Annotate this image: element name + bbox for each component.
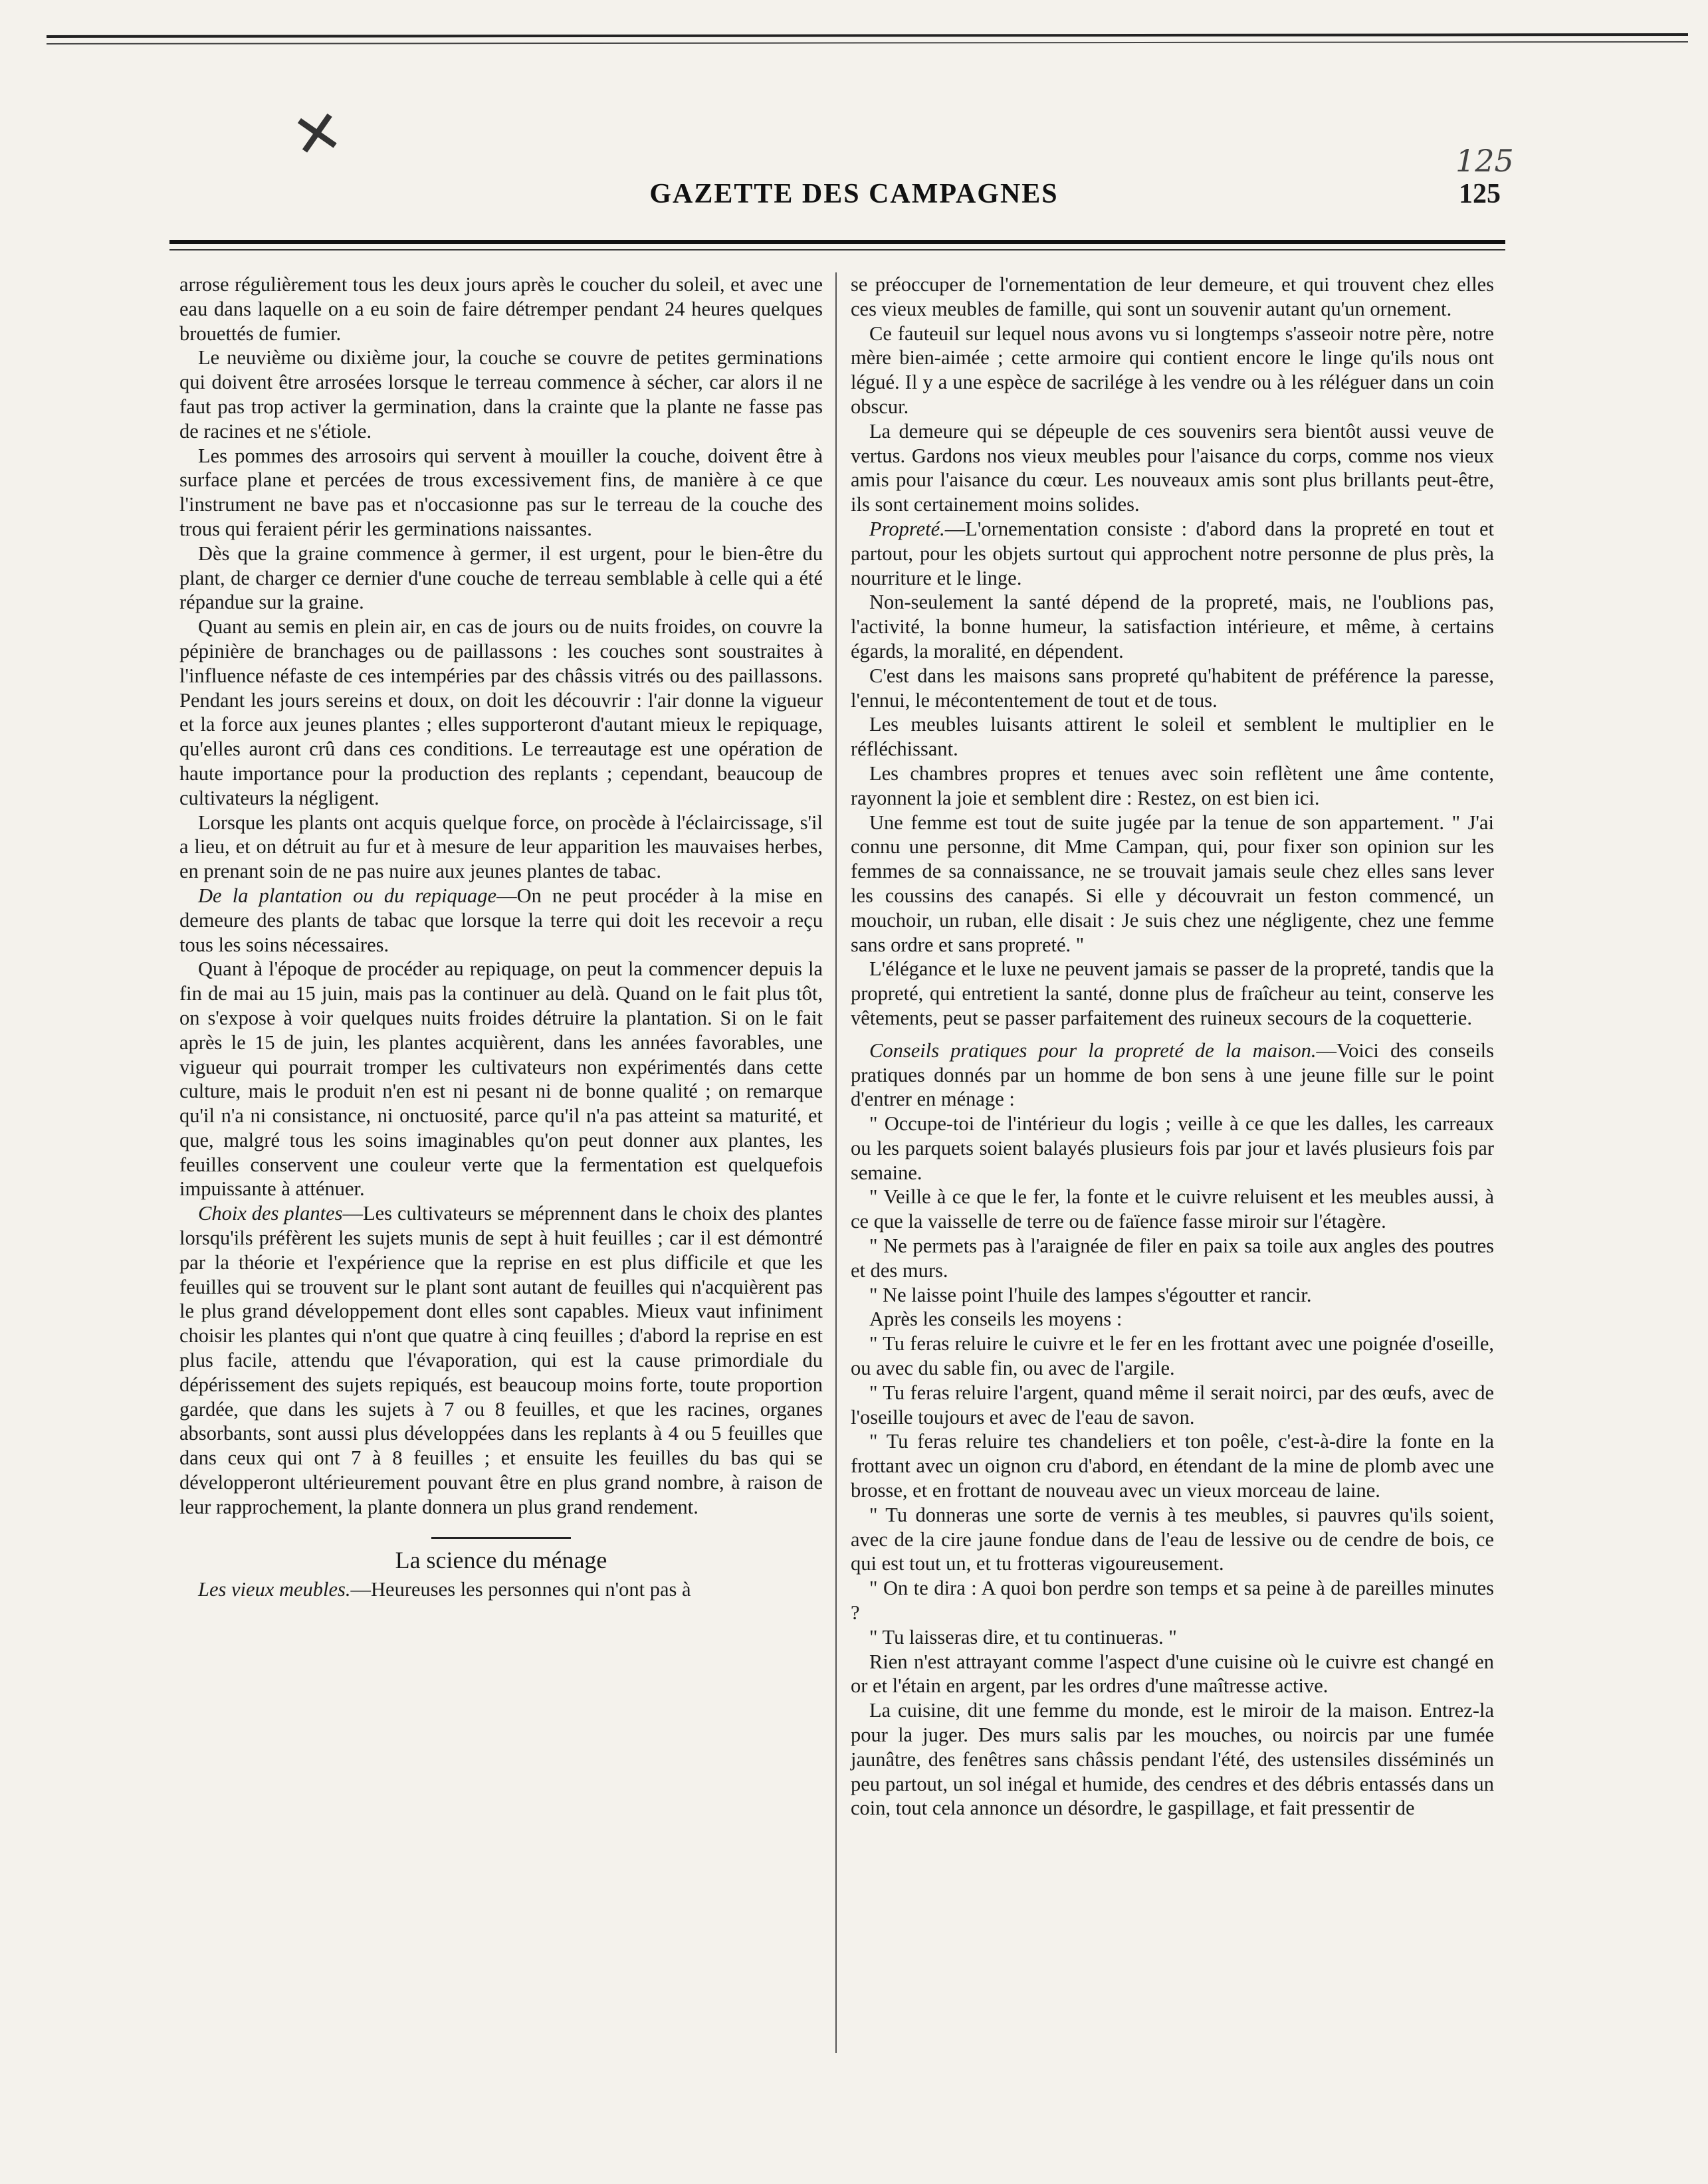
paragraph: se préoccuper de l'ornementation de leur demeure, et qui trouvent chez elles ces vieux meubles de famille, qui sont un souvenir autant qu'un ornement. xyxy=(851,273,1494,320)
run-in-heading: Propreté. xyxy=(869,517,945,540)
paragraph: Quant au semis en plein air, en cas de jours ou de nuits froides, on couvre la pépinière de branchages ou de paillassons : les couches sont soustraites à l'influence néfaste de ces intempéries par des châssis vitrés ou des paillassons. Pendant les jours sereins et doux, on doit les découvrir : l'air donne la vigueur et la force aux jeunes plantes ; elles supporteront d'autant mieux le repiquage, qu'elles auront crû dans ces conditions. Le terreautage est une opération de haute importance pour la production des replants ; cependant, beaucoup de cultivateurs la négligent. xyxy=(179,615,823,809)
paragraph: " Occupe-toi de l'intérieur du logis ; veille à ce que les dalles, les carreaux ou les parquets soient balayés plusieurs fois par jour et lavés plusieurs fois par semaine. xyxy=(851,1112,1494,1184)
running-title: GAZETTE DES CAMPAGNES xyxy=(649,179,1059,209)
paragraph: La demeure qui se dépeuple de ces souvenirs sera bientôt aussi veuve de vertus. Gardons nos vieux meubles pour l'aisance du corps, comme nos vieux amis pour l'aisance du cœur. Les nouveaux amis sont plus brillants peut-être, ils sont certainement moins solides. xyxy=(851,419,1494,516)
paragraph-choix xyxy=(179,1201,823,1519)
paragraph: " Tu donneras une sorte de vernis à tes meubles, si pauvres qu'ils soient, avec de la cire jaune fondue dans de l'eau de lessive ou de cendre de bois, ce qui est tout un, et tu frotteras vigoureusement. xyxy=(851,1503,1494,1575)
handwritten-page-number: 125 xyxy=(1455,143,1514,179)
paragraph: Lorsque les plants ont acquis quelque force, on procède à l'éclaircissage, s'il a lieu, et on détruit au fur et à mesure de leur apparition les mauvaises herbes, en prenant soin de ne pas nuire aux jeunes plantes de tabac. xyxy=(179,811,823,883)
paragraph: Après les conseils les moyens : xyxy=(869,1308,1122,1331)
paragraph: " Tu laisseras dire, et tu continueras. " xyxy=(869,1625,1177,1648)
paragraph-vieux-meubles xyxy=(179,1577,823,1602)
paragraph-text: —Les cultivateurs se méprennent dans le choix des plantes lorsqu'ils préfèrent les sujets munis de sept à huit feuilles ; car il est démontré par la théorie et l'expérience que la reprise en est plus difficile et que les feuilles qui se trouvent sur le plant sont autant de feuilles qui n'acquièrent pas le plus grand développement dont elles sont capables. Mieux vaut infiniment choisir les plantes qui n'ont que quatre à cinq feuilles ; d'abord la reprise en est plus facile, attendu que l'évaporation, qui est la cause primordiale du dépérissement des sujets repiqués, est beaucoup moins forte, toute proportion gardée, que dans les sujets à 7 ou 8 feuilles, et que les racines, organes absorbants, sont aussi plus développées dans les replants à 4 ou 5 feuilles que dans ceux qui ont 7 à 8 feuilles ; et ensuite les feuilles du bas qui se développeront ultérieurement pouvant être en plus grand nombre, à raison de leur rapprochement, la plante donnera un plus grand rendement. xyxy=(179,1202,823,1518)
paragraph: " On te dira : A quoi bon perdre son temps et sa peine à de pareilles minutes ? xyxy=(851,1577,1494,1625)
section-title: La science du ménage xyxy=(395,1546,607,1573)
paragraph: Rien n'est attrayant comme l'aspect d'une cuisine où le cuivre est changé en or et l'étain en argent, par les ordres d'une maîtresse active. xyxy=(851,1650,1494,1698)
paragraph-text: —L'ornementation consiste : d'abord dans la propreté en tout et partout, pour les objets surtout qui approchent notre personne de plus près, la nourriture et le linge. xyxy=(851,517,1494,589)
paragraph: Ce fauteuil sur lequel nous avons vu si longtemps s'asseoir notre père, notre mère bien-aimée ; cette armoire qui contient encore le linge qu'ils nous ont légué. Il y a une espèce de sacrilége à les vendre ou à les réléguer dans un coin obscur. xyxy=(851,322,1494,418)
paragraph-text: —Heureuses les personnes qui n'ont pas à xyxy=(350,1578,691,1601)
run-in-heading: Choix des plantes xyxy=(198,1202,343,1225)
paragraph: Les meubles luisants attirent le soleil et semblent le multiplier en le réfléchissant. xyxy=(851,713,1494,761)
paragraph: Une femme est tout de suite jugée par la tenue de son appartement. " J'ai connu une personne, dit Mme Campan, qui, pour fixer son opinion sur les femmes de sa connaissance, ne se trouvait jamais seule chez elles sans lever les coussins des canapés. Si elle y découvrait un feston commencé, un mouchoir, un ruban, elle disait : Je suis chez une négligente, chez une femme sans ordre et sans propreté. " xyxy=(851,811,1494,956)
paragraph: " Tu feras reluire tes chandeliers et ton poêle, c'est-à-dire la fonte en la frottant avec un oignon cru d'abord, en étendant de la mine de plomb avec une brosse, et en frottant de nouveau avec un vieux morceau de laine. xyxy=(851,1430,1494,1502)
paragraph: Quant à l'époque de procéder au repiquage, on peut la commencer depuis la fin de mai au 15 juin, mais pas la continuer au delà. Quand on le fait plus tôt, on s'expose à voir quelques nuits froides détruire la plantation. Si on le fait après le 15 de juin, les plantes acquièrent, dans les années favorables, une vigueur qui pourrait tromper les cultivateurs non expérimentés dans cette culture, mais le produit n'en est ni pesant ni de bonne qualité ; on remarque qu'il n'a ni consistance, ni onctuosité, parce qu'il n'a pas atteint sa maturité, et que, malgré tous les soins imaginables qu'on peut donner aux plantes, les feuilles conservent une couleur verte que la fermentation est quelquefois impuissante à atténuer. xyxy=(179,957,823,1201)
paragraph: La cuisine, dit une femme du monde, est le miroir de la maison. Entrez-la pour la juger. Des murs salis par les mouches, ou noircis par une fumée jaunâtre, des fenêtres sans châssis pendant l'été, des ustensiles disséminés un peu partout, un sol inégal et humide, des cendres et des débris entassés dans un coin, tout cela annonce un désordre, le gaspillage, et fait pressentir de xyxy=(851,1699,1494,1820)
paragraph: arrose régulièrement tous les deux jours après le coucher du soleil, et avec une eau dans laquelle on a eu soin de faire détremper pendant 24 heures quelques brouettés de fumier. xyxy=(179,273,823,345)
paragraph: " Ne permets pas à l'araignée de filer en paix sa toile aux angles des poutres et des murs. xyxy=(851,1235,1494,1282)
ink-mark: ✕ xyxy=(286,96,348,173)
top-rules xyxy=(0,0,1708,279)
paragraph: L'élégance et le luxe ne peuvent jamais se passer de la propreté, tandis que la propreté, qui entretient la santé, donne plus de fraîcheur au teint, conserve les vêtements, peut se passer parfaitement des ruineux secours de la coquetterie. xyxy=(851,957,1494,1029)
paragraph: Le neuvième ou dixième jour, la couche se couvre de petites germinations qui doivent être arrosées lorsque le terreau commence à sécher, car alors il ne faut pas trop activer la germination, dans la crainte que la plante ne fasse pas de racines et ne s'étiole. xyxy=(179,346,823,443)
right-column xyxy=(851,272,1494,1821)
paragraph: " Veille à ce que le fer, la fonte et le cuivre reluisent et les meubles aussi, à ce que la vaisselle de terre ou de faïence fasse miroir sur l'étagère. xyxy=(851,1185,1494,1233)
paragraph: " Ne laisse point l'huile des lampes s'égoutter et rancir. xyxy=(869,1283,1312,1306)
column-divider xyxy=(835,272,837,2053)
run-in-heading: Conseils pratiques pour la propreté de la maison. xyxy=(869,1039,1317,1062)
run-in-heading: De la plantation ou du repiquage xyxy=(198,884,497,907)
section-rule xyxy=(431,1537,571,1539)
paragraph: " Tu feras reluire l'argent, quand même il serait noirci, par des œufs, avec de l'oseille toujours et avec de l'eau de savon. xyxy=(851,1381,1494,1429)
left-column xyxy=(179,272,823,1602)
run-in-heading: Les vieux meubles. xyxy=(198,1578,351,1601)
paragraph: C'est dans les maisons sans propreté qu'habitent de préférence la paresse, l'ennui, le mécontentement de tout et de tous. xyxy=(851,664,1494,712)
paragraph: Les chambres propres et tenues avec soin reflètent une âme contente, rayonnent la joie et semblent dire : Restez, on est bien ici. xyxy=(851,761,1494,809)
paragraph-repiquage xyxy=(179,884,823,957)
paragraph: " Tu feras reluire le cuivre et le fer en les frottant avec une poignée d'oseille, ou avec du sable fin, ou avec de l'argile. xyxy=(851,1332,1494,1380)
paragraph-conseils xyxy=(851,1039,1494,1112)
paragraph: Dès que la graine commence à germer, il est urgent, pour le bien-être du plant, de charger ce dernier d'une couche de terreau semblable à celle qui a été répandue sur la graine. xyxy=(179,542,823,614)
paragraph-text: —Voici des conseils pratiques donnés par un homme de bon sens à une jeune fille sur le point d'entrer en ménage : xyxy=(851,1039,1495,1111)
paragraph-text: —On ne peut procéder à la mise en demeure des plants de tabac que lorsque la terre qui doit les recevoir a reçu tous les soins nécessaires. xyxy=(179,884,823,956)
page-number: 125 xyxy=(1459,179,1501,209)
paragraph-proprete xyxy=(851,517,1494,590)
paragraph: Les pommes des arrosoirs qui servent à mouiller la couche, doivent être à surface plane et percées de trous excessivement fins, de manière à ce que l'instrument ne bave pas et n'occasionne pas sur le terreau de la couche des trous qui feraient périr les germinations naissantes. xyxy=(179,444,823,540)
paragraph: Non-seulement la santé dépend de la propreté, mais, ne l'oublions pas, l'activité, la bonne humeur, la satisfaction intérieure, et même, à certains égards, la moralité, en dépendent. xyxy=(851,591,1494,662)
